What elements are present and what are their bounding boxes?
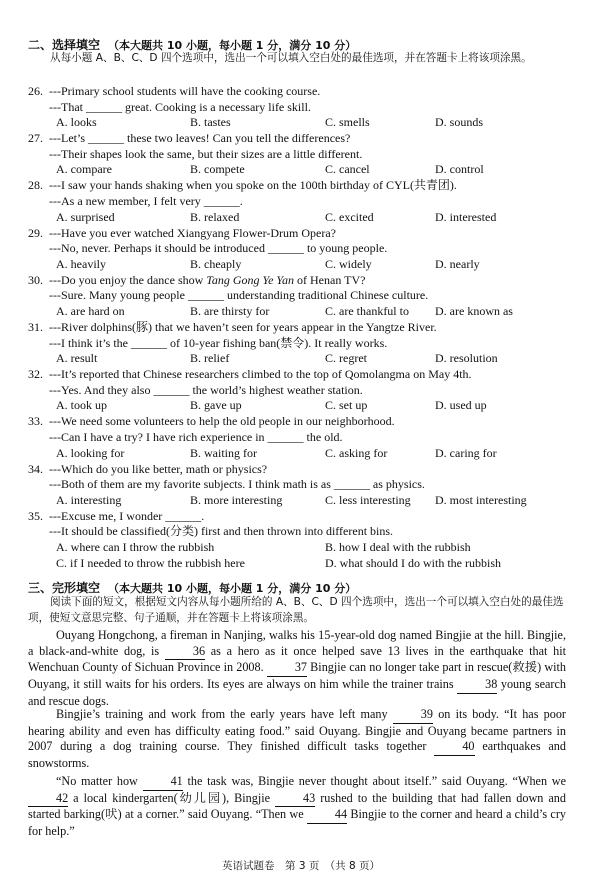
option-a: A. looking for: [56, 445, 125, 460]
passage-text: Bingjie to the corner and heard a child’s cry for help.”: [28, 807, 566, 839]
option-c: C. smells: [325, 115, 370, 130]
option-d: D. used up: [435, 398, 487, 413]
section3-title: 三、完形填空: [28, 581, 101, 595]
question-number: 29.: [28, 225, 43, 240]
passage-text: young search and rescue dogs.: [28, 677, 566, 708]
option-c: C. cancel: [325, 162, 370, 177]
option-b: B. gave up: [190, 398, 242, 413]
question-stem: ---I saw your hands shaking when you spoke on the 100th birthday of CYL(共青团).: [49, 178, 457, 193]
question-stem: ---We need some volunteers to help the old people in our neighborhood.: [49, 414, 395, 429]
question-response: ---I think it’s the ______ of 10-year fishing ban(禁令). It really works.: [49, 335, 388, 350]
question-number: 28.: [28, 178, 43, 193]
option-c: C. set up: [325, 398, 368, 413]
passage-text: rushed to the building that had fallen down and started barking(吠) at a corner.” said Ouyang. “Then we: [28, 790, 566, 822]
option-a: A. heavily: [56, 256, 106, 271]
option-a: A. took up: [56, 398, 107, 413]
question-number: 32.: [28, 367, 43, 382]
question-stem: ---Primary school students will have the cooking course.: [49, 84, 321, 98]
option-c: C. widely: [325, 256, 372, 271]
section3-instruction: 阅读下面的短文，根据短文内容从每小题所给的 A、B、C、D 四个选项中，选出一个可以填入空白处的最佳选项，使短文意思完整、句子通顺，并在答题卡上将该项涂黑。: [28, 596, 564, 624]
option-a: A. looks: [56, 115, 97, 130]
option-d: D. caring for: [435, 445, 497, 460]
passage-text: a local kindergarten(幼儿园), Bingjie: [68, 790, 276, 805]
question-response: ---Both of them are my favorite subjects. I think math is as ______ as physics.: [49, 477, 425, 492]
question-number: 35.: [28, 508, 43, 523]
option-d: D. resolution: [435, 351, 498, 366]
option-a: A. surprised: [56, 209, 115, 224]
option-b: B. relief: [190, 351, 230, 366]
blank-39: 39: [393, 707, 433, 724]
question-stem: ---River dolphins(豚) that we haven’t seen for years appear in the Yangtze River.: [49, 320, 437, 334]
option-d: D. sounds: [435, 115, 484, 130]
question-number: 27.: [28, 131, 43, 146]
option-b: B. tastes: [190, 115, 231, 130]
section3-note: （本大题共 10 小题，每小题 1 分，满分 10 分）: [108, 582, 357, 595]
question-response: ---It should be classified(分类) first and then thrown into different bins.: [49, 524, 394, 539]
show-title: Tang Gong Ye Yan: [206, 272, 295, 287]
option-b: B. more interesting: [190, 492, 283, 507]
question-response: ---Can I have a try? I have rich experience in ______ the old.: [49, 430, 343, 444]
option-d: D. interested: [435, 209, 497, 224]
passage-text: Ouyang Hongchong, a fireman in Nanjing, walks his 15-year-old dog named Bingjie at the hill. Bingjie, a black-and-white dog, is: [28, 628, 566, 658]
passage-paragraph-3: [28, 774, 566, 840]
blank-43: 43: [275, 791, 315, 808]
blank-36: 36: [165, 644, 205, 661]
passage-text: Bingjie can no longer take part in rescue(救援) with Ouyang, it still waits for his orders. Its eyes are always on him while the trainer trains: [28, 660, 566, 692]
section2-note: （本大题共 10 小题，每小题 1 分，满分 10 分）: [108, 39, 357, 52]
passage-text: as a hero as it once helped save 13 lives in the earthquake that hit Wenchuan County of Sichuan Province in 2008.: [28, 643, 566, 675]
blank-40: 40: [434, 739, 474, 756]
question-number: 34.: [28, 461, 43, 476]
option-c: C. excited: [325, 209, 374, 224]
question-number: 26.: [28, 84, 43, 98]
passage-text: Bingjie’s training and work from the early years have left many: [56, 707, 393, 721]
blank-41: 41: [143, 774, 183, 791]
option-b: B. waiting for: [190, 445, 257, 460]
stem-text: of Henan TV?: [294, 272, 366, 287]
question-response: ---That ______ great. Cooking is a necessary life skill.: [49, 99, 311, 114]
option-d: D. are known as: [435, 304, 513, 318]
blank-38: 38: [457, 677, 497, 694]
passage-text: “No matter how: [56, 774, 143, 788]
blank-42: 42: [28, 791, 68, 808]
option-a: A. interesting: [56, 492, 122, 507]
option-d: D. nearly: [435, 256, 480, 271]
section2-instruction: 从每小题 A、B、C、D 四个选项中，选出一个可以填入空白处的最佳选项，并在答题卡上将该项涂黑。: [50, 52, 532, 64]
question-response: ---As a new member, I felt very ______.: [49, 194, 243, 208]
question-stem: ---Let’s ______ these two leaves! Can you tell the differences?: [49, 131, 351, 146]
option-d: D. what should I do with the rubbish: [325, 555, 501, 570]
question-stem: ---Which do you like better, math or physics?: [49, 461, 268, 476]
passage-paragraph-1: [28, 628, 566, 710]
question-stem: ---Excuse me, I wonder ______.: [49, 508, 205, 523]
option-a: A. compare: [56, 162, 112, 177]
passage-paragraph-2: [28, 707, 566, 772]
option-b: B. compete: [190, 162, 245, 177]
page-footer: 英语试题卷 第 3 页 （共 8 页）: [222, 860, 380, 872]
option-c: C. asking for: [325, 445, 388, 460]
section2-title: 二、选择填空: [28, 38, 101, 52]
option-a: A. where can I throw the rubbish: [56, 540, 215, 554]
passage-text: on its body. “It has poor hearing ability and even has difficulty eating food.” said Ouyang. Bingjie and Ouyang became partners in 2007 during a dog training course. They finished difficult tasks together: [28, 707, 566, 754]
question-stem: [49, 273, 365, 288]
question-response: ---Their shapes look the same, but their sizes are a little different.: [49, 146, 363, 161]
option-a: A. result: [56, 351, 98, 366]
option-c: C. regret: [325, 351, 367, 366]
option-b: B. cheaply: [190, 256, 242, 271]
question-number: 31.: [28, 320, 43, 334]
question-response: ---No, never. Perhaps it should be introduced ______ to young people.: [49, 241, 388, 256]
blank-44: 44: [307, 807, 347, 824]
option-b: B. are thirsty for: [190, 304, 270, 318]
question-number: 33.: [28, 414, 43, 429]
option-c: C. less interesting: [325, 492, 411, 507]
option-d: D. control: [435, 162, 484, 177]
option-a: A. are hard on: [56, 304, 125, 318]
passage-text: earthquakes and snowstorms.: [28, 739, 566, 771]
option-b: B. how I deal with the rubbish: [325, 540, 471, 554]
option-c: C. are thankful to: [325, 304, 409, 318]
question-response: ---Sure. Many young people ______ understanding traditional Chinese culture.: [49, 288, 429, 303]
blank-37: 37: [267, 660, 307, 677]
question-stem: ---It’s reported that Chinese researchers climbed to the top of Qomolangma on May 4th.: [49, 367, 472, 382]
passage-text: the task was, Bingjie never thought about itself.” said Ouyang. “When we: [182, 774, 566, 788]
question-number: 30.: [28, 272, 43, 287]
option-d: D. most interesting: [435, 492, 527, 507]
stem-text: ---Do you enjoy the dance show: [49, 272, 207, 287]
question-response: ---Yes. And they also ______ the world’s highest weather station.: [49, 382, 363, 397]
option-c: C. if I needed to throw the rubbish here: [56, 555, 245, 570]
option-b: B. relaxed: [190, 209, 240, 224]
question-stem: ---Have you ever watched Xiangyang Flower-Drum Opera?: [49, 225, 336, 240]
